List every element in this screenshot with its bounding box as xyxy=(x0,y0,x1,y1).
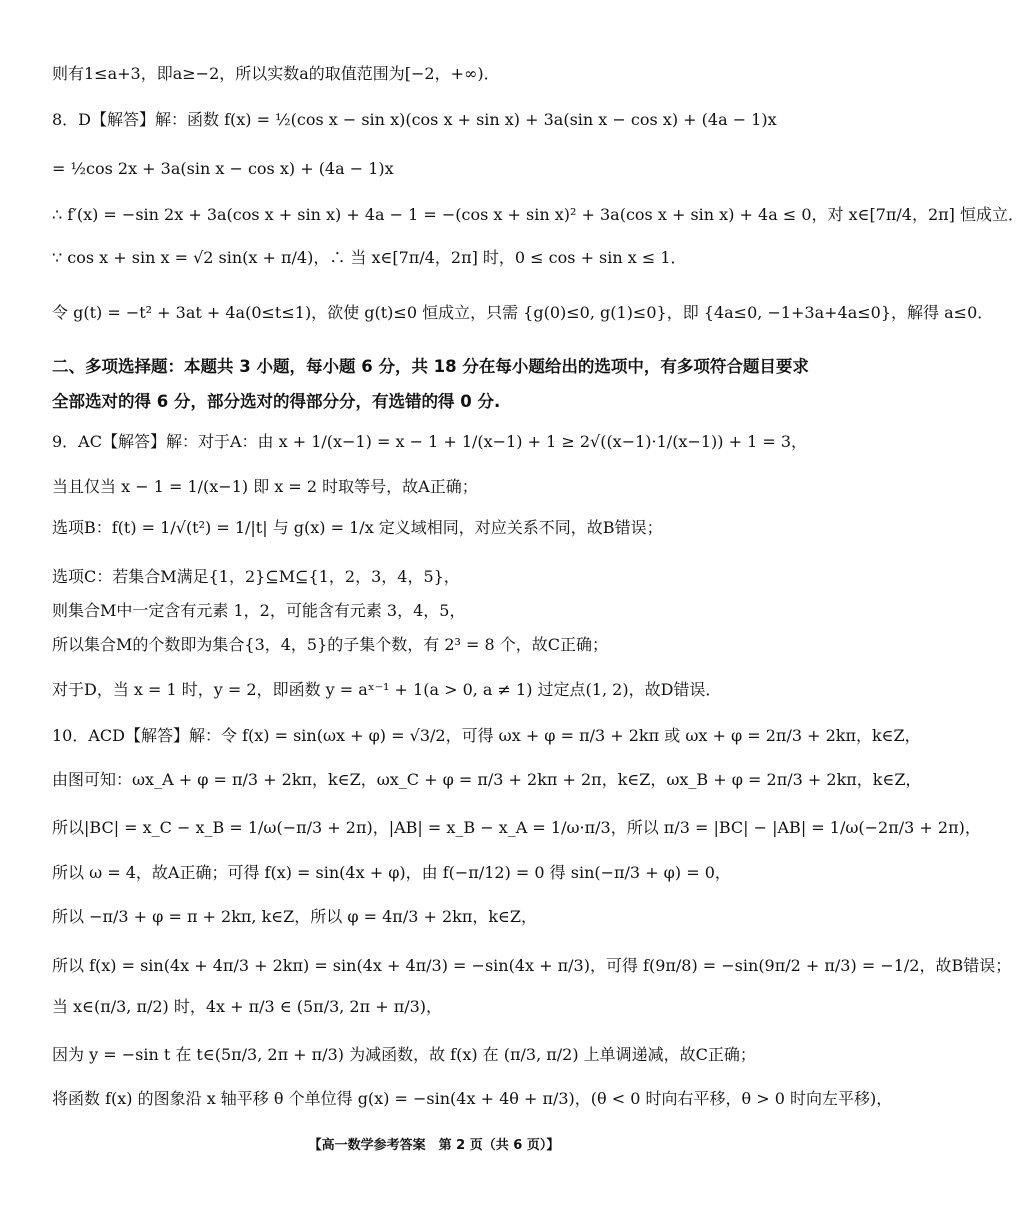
solution-line-1: 则有1≤a+3，即a≥−2，所以实数a的取值范围为[−2，+∞)． xyxy=(52,64,500,83)
problem-9-line-2: 当且仅当 x − 1 = 1/(x−1) 即 x = 2 时取等号，故A正确； xyxy=(52,477,478,496)
problem-8-line-5: 令 g(t) = −t² + 3at + 4a(0≤t≤1)，欲使 g(t)≤0 恒成立，只需 {g(0)≤0, g(1)≤0}，即 {4a≤0, −1+3a+4a≤0}，解得 a≤0． xyxy=(52,303,994,322)
page-footer: 【高一数学参考答案 第 2 页（共 6 页）】 xyxy=(308,1138,560,1153)
problem-10-line-5: 所以 −π/3 + φ = π + 2kπ, k∈Z，所以 φ = 4π/3 + 2kπ，k∈Z， xyxy=(52,907,538,926)
problem-8-header: 8．D【解答】解：函数 f(x) = ½(cos x − sin x)(cos x + sin x) + 3a(sin x − cos x) + (4a − 1)x xyxy=(52,110,777,129)
section-heading-line-2: 全部选对的得 6 分，部分选对的得部分分，有选错的得 0 分. xyxy=(52,392,501,411)
problem-10-line-6: 所以 f(x) = sin(4x + 4π/3 + 2kπ) = sin(4x + 4π/3) = −sin(4x + π/3)，可得 f(9π/8) = −sin(9π/2 + π/3) = −1/2，故B错误； xyxy=(52,956,1012,975)
problem-10-header: 10．ACD【解答】解：令 f(x) = sin(ωx + φ) = √3/2，可得 ωx + φ = π/3 + 2kπ 或 ωx + φ = 2π/3 + 2kπ，k∈Z， xyxy=(52,726,921,745)
problem-8-line-4: ∵ cos x + sin x = √2 sin(x + π/4)，∴ 当 x∈[7π/4，2π] 时，0 ≤ cos + sin x ≤ 1． xyxy=(52,248,687,267)
problem-8-line-3: ∴ f′(x) = −sin 2x + 3a(cos x + sin x) + 4a − 1 = −(cos x + sin x)² + 3a(cos x + sin x) + 4a ≤ 0，对 x∈[7π/4，2π] 恒成立． xyxy=(52,205,1024,224)
problem-10-line-8: 因为 y = −sin t 在 t∈(5π/3, 2π + π/3) 为减函数，故 f(x) 在 (π/3, π/2) 上单调递减，故C正确； xyxy=(52,1045,756,1064)
problem-9-line-3: 选项B：f(t) = 1/√(t²) = 1/|t| 与 g(x) = 1/x 定义域相同，对应关系不同，故B错误； xyxy=(52,518,663,537)
problem-9-line-7: 对于D，当 x = 1 时，y = 2，即函数 y = aˣ⁻¹ + 1(a > 0, a ≠ 1) 过定点(1, 2)，故D错误． xyxy=(52,680,722,699)
problem-9-line-6: 所以集合M的个数即为集合{3，4，5}的子集个数，有 2³ = 8 个，故C正确； xyxy=(52,635,609,654)
problem-10-line-9: 将函数 f(x) 的图象沿 x 轴平移 θ 个单位得 g(x) = −sin(4x + 4θ + π/3)，(θ < 0 时向右平移，θ > 0 时向左平移)， xyxy=(52,1089,893,1108)
problem-10-line-3: 所以|BC| = x_C − x_B = 1/ω(−π/3 + 2π)，|AB| = x_B − x_A = 1/ω·π/3，所以 π/3 = |BC| − |AB| = 1/ω(−2π/3 + 2π)， xyxy=(52,818,981,837)
problem-8-line-2: = ½cos 2x + 3a(sin x − cos x) + (4a − 1)x xyxy=(52,159,394,178)
problem-9-line-5: 则集合M中一定含有元素 1，2，可能含有元素 3，4，5， xyxy=(52,601,466,620)
problem-10-line-2: 由图可知：ωx_A + φ = π/3 + 2kπ，k∈Z，ωx_C + φ = π/3 + 2kπ + 2π，k∈Z，ωx_B + φ = 2π/3 + 2kπ，k∈Z， xyxy=(52,770,922,789)
problem-10-line-4: 所以 ω = 4，故A正确；可得 f(x) = sin(4x + φ)，由 f(−π/12) = 0 得 sin(−π/3 + φ) = 0， xyxy=(52,863,731,882)
problem-10-line-7: 当 x∈(π/3, π/2) 时，4x + π/3 ∈ (5π/3, 2π + π/3)， xyxy=(52,997,443,1016)
problem-9-header: 9．AC【解答】解：对于A：由 x + 1/(x−1) = x − 1 + 1/(x−1) + 1 ≥ 2√((x−1)·1/(x−1)) + 1 = 3， xyxy=(52,432,808,451)
section-heading-line-1: 二、多项选择题：本题共 3 小题，每小题 6 分，共 18 分在每小题给出的选项中，有多项符合题目要求 xyxy=(52,357,809,376)
problem-9-line-4: 选项C：若集合M满足{1，2}⊆M⊆{1，2，3，4，5}， xyxy=(52,567,460,586)
